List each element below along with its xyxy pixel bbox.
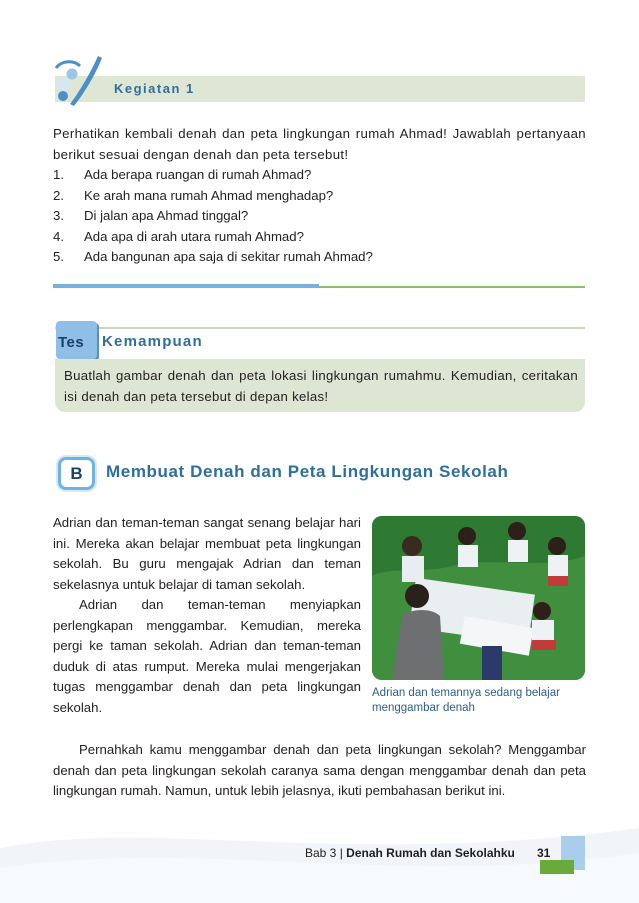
paragraph: Adrian dan teman-teman menyiapkan perlengkapan menggambar. Kemudian, mereka pergi ke taman sekolah. Adrian dan teman-teman duduk di atas rumput. Mereka mulai mengerjakan tugas menggambar denah dan peta lingkungan sekolah. — [53, 597, 361, 715]
tes-header-line — [55, 327, 585, 329]
tes-badge-label: Tes — [58, 334, 85, 351]
question-list — [53, 165, 586, 268]
question-number: 5. — [53, 249, 64, 264]
separator-blue — [53, 284, 319, 288]
question-text: Ada bangunan apa saja di sekitar rumah Ahmad? — [84, 249, 373, 264]
section-title: Membuat Denah dan Peta Lingkungan Sekolah — [106, 462, 509, 481]
footer-chapter-title: Denah Rumah dan Sekolahku — [346, 846, 515, 860]
list-item — [53, 186, 586, 207]
tes-title: Kemampuan — [102, 333, 203, 350]
section-body-column — [53, 513, 361, 718]
question-number: 2. — [53, 187, 64, 203]
question-text: Ada berapa ruangan di rumah Ahmad? — [84, 167, 312, 182]
kegiatan-title: Kegiatan 1 — [114, 81, 195, 96]
illustration-caption: Adrian dan temannya sedang belajar menggambar denah — [372, 687, 560, 714]
question-text: Ke arah mana rumah Ahmad menghadap? — [84, 187, 334, 203]
students-drawing-illustration — [372, 516, 585, 680]
question-text: Di jalan apa Ahmad tinggal? — [84, 208, 249, 223]
separator-green — [319, 286, 585, 288]
footer-corner-block-green — [540, 860, 574, 874]
paragraph: Adrian dan teman-teman sangat senang belajar hari ini. Mereka akan belajar membuat peta lingkungan sekolah. Bu guru mengajak Adrian dan teman sekelasnya untuk belajar di taman sekolah. — [53, 515, 361, 592]
footer-chapter — [305, 846, 515, 860]
list-item — [53, 227, 586, 248]
tes-text: Buatlah gambar denah dan peta lokasi lingkungan rumahmu. Kemudian, ceritakan isi denah dan peta tersebut di depan kelas! — [64, 368, 578, 404]
intro-text: Perhatikan kembali denah dan peta lingkungan rumah Ahmad! Jawablah pertanyaan berikut sesuai dengan denah dan peta tersebut! — [53, 126, 586, 162]
question-text: Ada apa di arah utara rumah Ahmad? — [84, 228, 304, 244]
list-item — [53, 247, 586, 268]
footer-chapter-label: Bab 3 | — [305, 846, 347, 860]
page-number: 31 — [537, 846, 551, 860]
section-letter-badge: B — [58, 457, 95, 490]
activity-logo-icon — [50, 54, 110, 108]
paragraph: Pernahkah kamu menggambar denah dan peta lingkungan sekolah? Menggambar denah dan peta lingkungan sekolah caranya sama dengan menggambar denah dan peta lingkungan rumah. Namun, untuk lebih jelasnya, ikuti pembahasan berikut ini. — [53, 742, 586, 798]
question-number: 1. — [53, 167, 64, 182]
question-number: 3. — [53, 208, 64, 223]
list-item — [53, 206, 586, 227]
list-item — [53, 165, 586, 186]
question-number: 4. — [53, 228, 64, 244]
